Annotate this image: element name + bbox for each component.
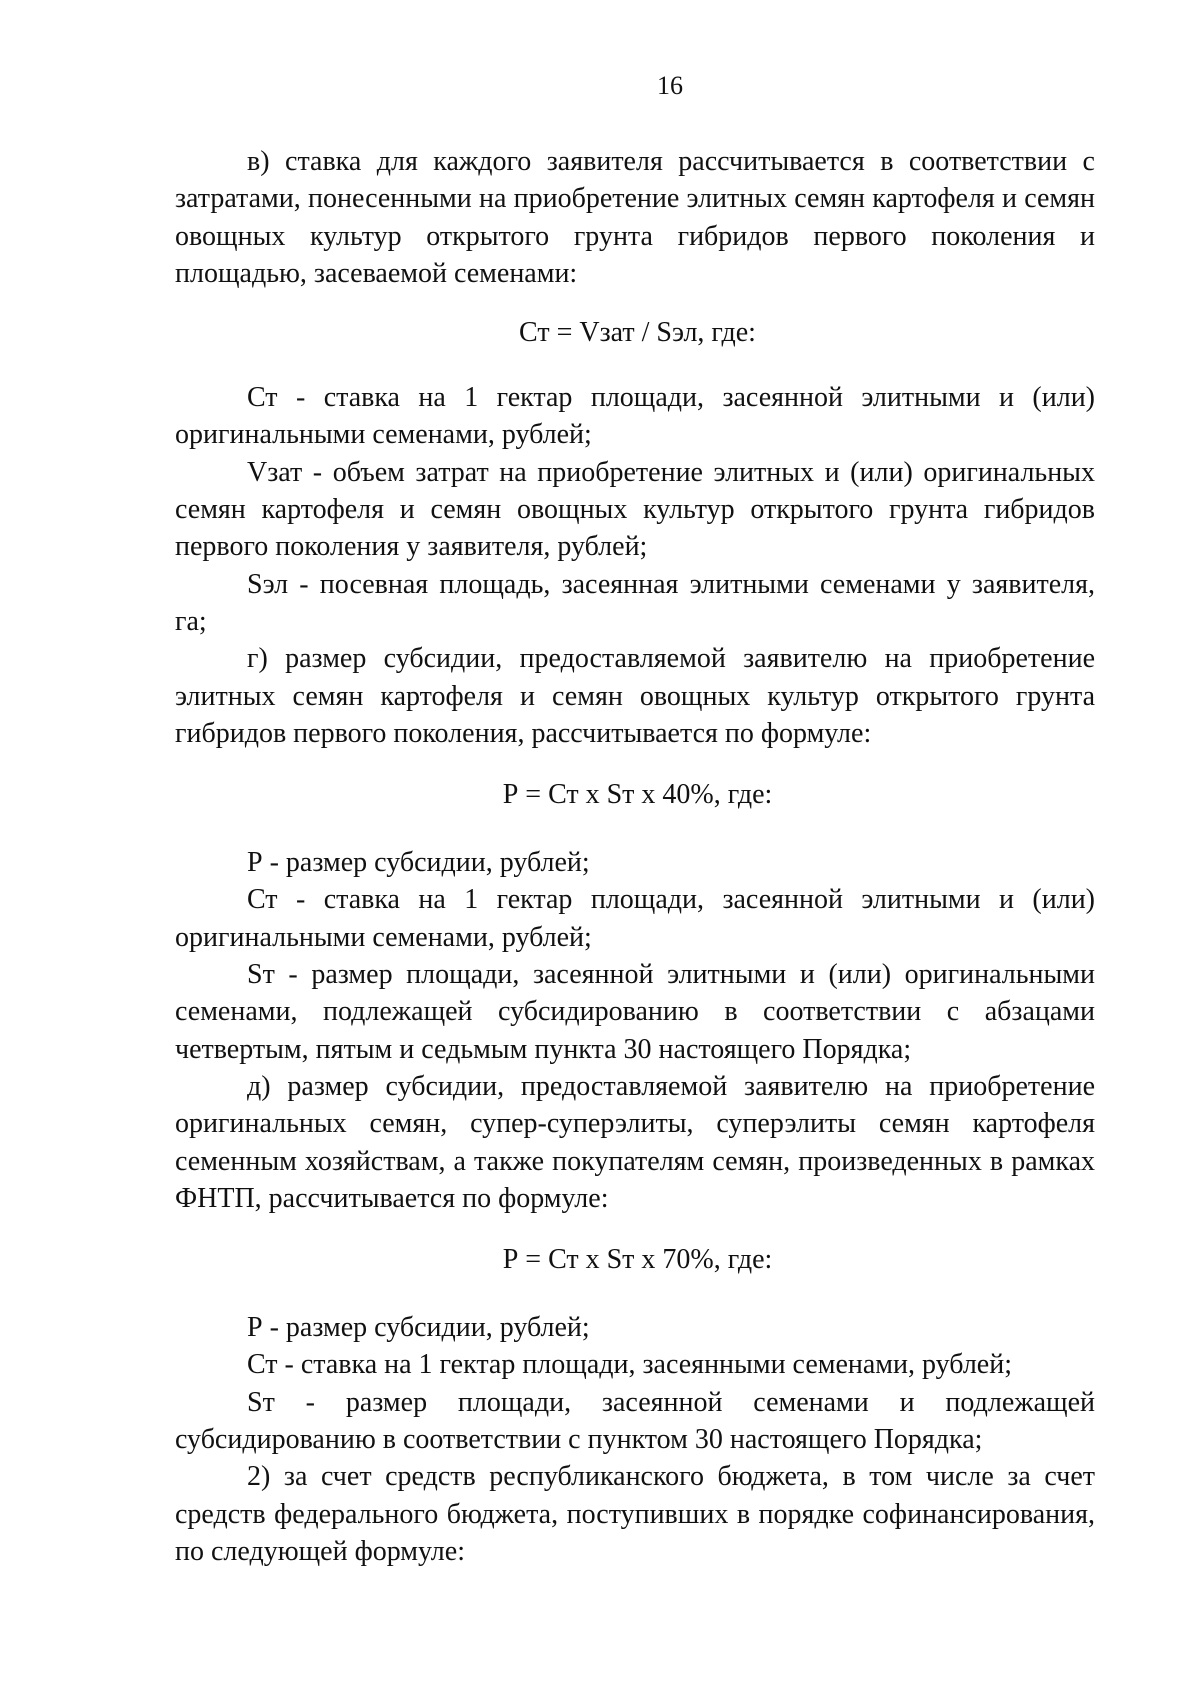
paragraph-ct-definition-2: Ст - ставка на 1 гектар площади, засеянной элитными и (или) оригинальными семенами, рублей; xyxy=(175,884,1095,953)
formula-subsidy-70: Р = Ст х Sт х 70%, где: xyxy=(502,1244,773,1276)
paragraph-sel-definition: Sэл - посевная площадь, засеянная элитными семенами у заявителя, xyxy=(247,568,1095,600)
paragraph-p-definition: Р - размер субсидии, рублей; xyxy=(247,847,590,879)
paragraph-subsidy-original: д) размер субсидии, предоставляемой заявителю на приобретение оригинальных семян, супер-суперэлиты, суперэлиты семян картофеля семенным хозяйствам, а также покупателям семян, произведенных в рамках ФНТП, рассчитывается по формуле: xyxy=(175,1070,1095,1214)
paragraph-subsidy-elite: г) размер субсидии, предоставляемой заявителю на приобретение элитных семян картофеля и семян овощных культур открытого грунта гибридов первого поколения, рассчитывается по формуле: xyxy=(175,643,1095,749)
paragraph-ct-definition: Ст - ставка на 1 гектар площади, засеянной элитными и (или) оригинальными семенами, рублей; xyxy=(175,382,1095,451)
paragraph-st-definition-2: Sт - размер площади, засеянной семенами и подлежащей субсидированию в соответствии с пунктом 30 настоящего Порядка; xyxy=(175,1386,1095,1456)
paragraph-ct-definition-3: Ст - ставка на 1 гектар площади, засеянными семенами, рублей; xyxy=(247,1349,1012,1381)
paragraph-republican-budget: 2) за счет средств республиканского бюджета, в том числе за счет средств федерального бюджета, поступивших в порядке софинансирования, по следующей формуле: xyxy=(175,1461,1095,1567)
paragraph-p-definition-2: Р - размер субсидии, рублей; xyxy=(247,1312,590,1344)
formula-rate: Ст = Vзат / Sэл, где: xyxy=(519,317,756,349)
formula-subsidy-40: Р = Ст х Sт х 40%, где: xyxy=(502,779,773,811)
paragraph-st-definition: Sт - размер площади, засеянной элитными и (или) оригинальными семенами, подлежащей субсидированию в соответствии с абзацами четвертым, пятым и седьмым пункта 30 настоящего Порядка; xyxy=(175,959,1095,1065)
paragraph-sel-unit: га; xyxy=(175,605,207,637)
paragraph-vzat-definition: Vзат - объем затрат на приобретение элитных и (или) оригинальных семян картофеля и семян овощных культур открытого грунта гибридов первого поколения у заявителя, рублей; xyxy=(175,456,1095,563)
document-body xyxy=(175,143,1095,1570)
paragraph-rate-calculation: в) ставка для каждого заявителя рассчитывается в соответствии с затратами, понесенными на приобретение элитных семян картофеля и семян овощных культур открытого грунта гибридов первого поколения и площадью, засеваемой семенами: xyxy=(175,146,1095,289)
page-number: 16 xyxy=(657,71,683,100)
